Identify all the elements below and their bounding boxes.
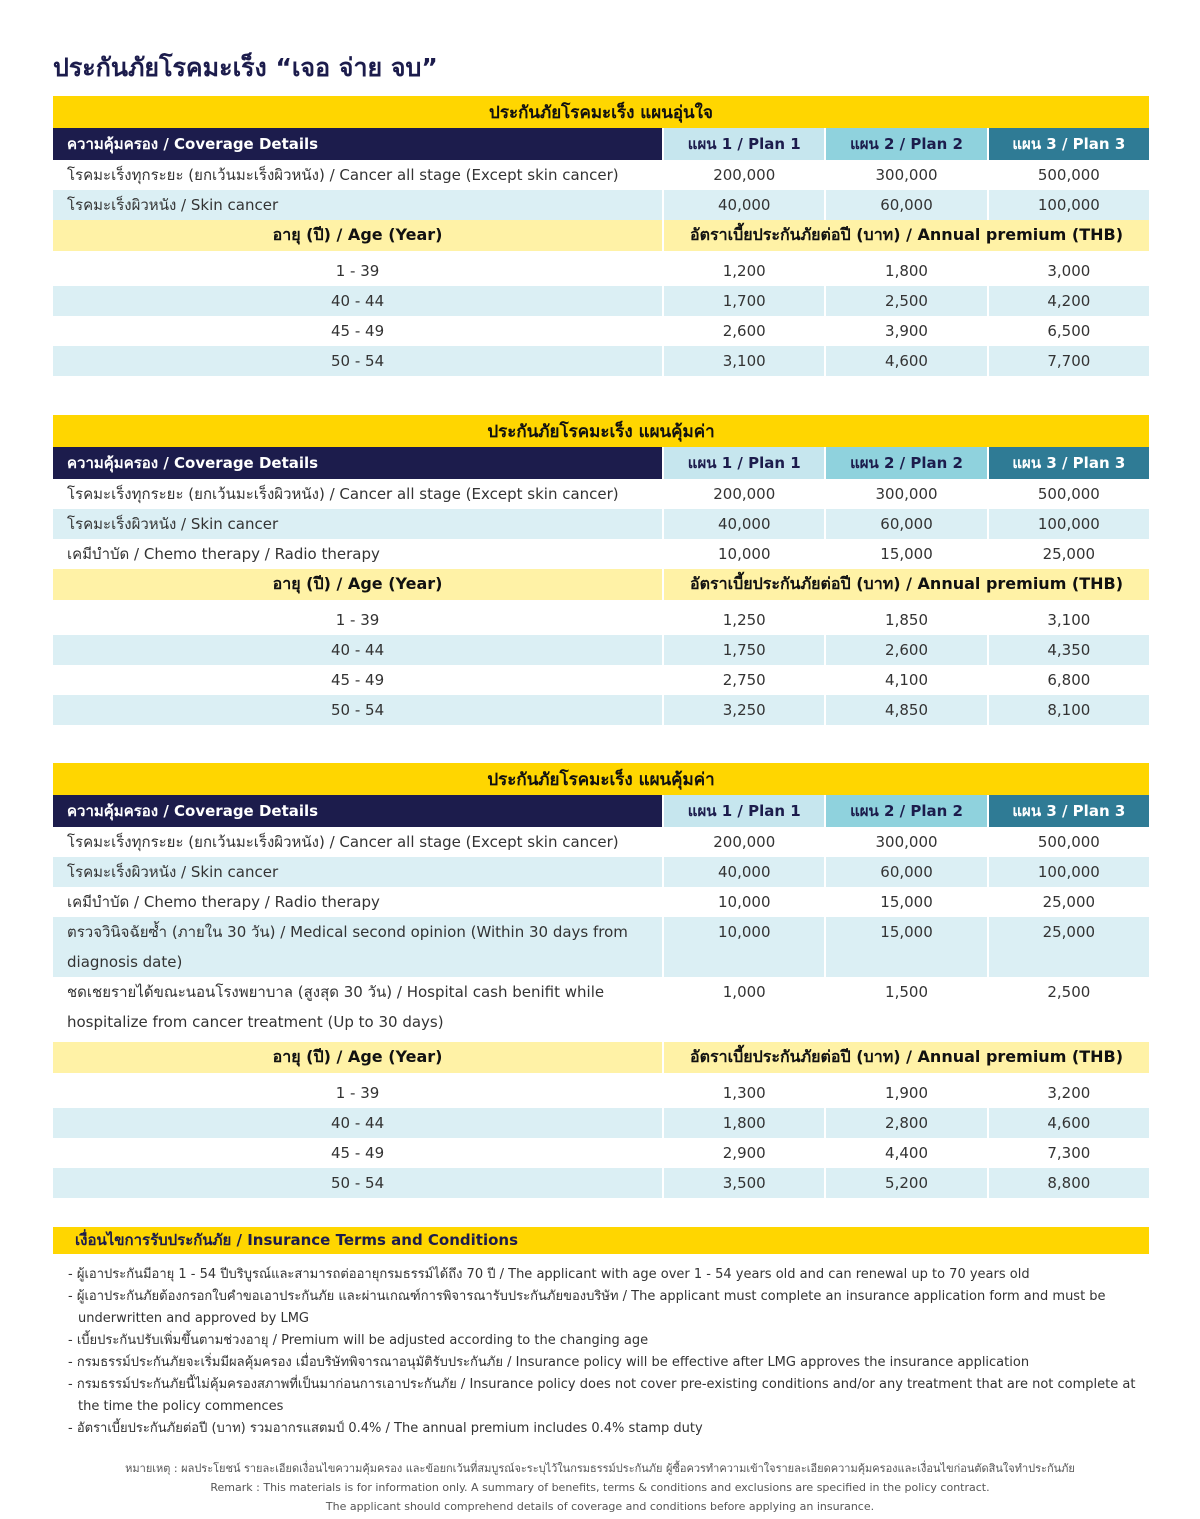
age-range: 50 - 54 <box>53 695 662 725</box>
plan3-header: แผน 3 / Plan 3 <box>987 447 1149 479</box>
plan1-value: 40,000 <box>662 190 824 220</box>
terms-item: - เบี้ยประกันปรับเพิ่มขึ้นตามช่วงอายุ / Premium will be adjusted according to the changing age <box>68 1333 649 1348</box>
coverage-label: โรคมะเร็งทุกระยะ (ยกเว้นมะเร็งผิวหนัง) / Cancer all stage (Except skin cancer) <box>67 485 619 503</box>
plan3-value: 25,000 <box>987 539 1149 569</box>
terms-item: - กรมธรรม์ประกันภัยจะเริ่มมีผลคุ้มครอง เมื่อบริษัทพิจารณาอนุมัติรับประกันภัย / Insurance policy will be effective after LMG approves the insurance application <box>68 1355 1030 1370</box>
plan1-premium: 2,600 <box>662 316 824 346</box>
plan1-value: 200,000 <box>662 827 824 857</box>
plan3-value: 500,000 <box>987 479 1149 509</box>
age-header: อายุ (ปี) / Age (Year) <box>53 220 662 251</box>
plan3-premium: 3,000 <box>987 256 1149 286</box>
premium-row <box>53 256 1149 286</box>
coverage-row <box>53 827 1149 857</box>
premium-header: อัตราเบี้ยประกันภัยต่อปี (บาท) / Annual premium (THB) <box>662 220 1149 251</box>
plan3-premium: 6,800 <box>987 665 1149 695</box>
coverage-row <box>53 917 1149 977</box>
plan3-premium: 7,300 <box>987 1138 1149 1168</box>
plan1-premium: 1,200 <box>662 256 824 286</box>
plan2-premium: 2,600 <box>824 635 986 665</box>
plan1-value: 200,000 <box>662 479 824 509</box>
plan2-value: 60,000 <box>824 857 986 887</box>
table-title: ประกันภัยโรคมะเร็ง แผนคุ้มค่า <box>53 415 1149 447</box>
plan2-premium: 3,900 <box>824 316 986 346</box>
table-title: ประกันภัยโรคมะเร็ง แผนอุ่นใจ <box>53 96 1149 128</box>
premium-row <box>53 635 1149 665</box>
plan3-value: 500,000 <box>987 827 1149 857</box>
plan1-premium: 1,800 <box>662 1108 824 1138</box>
coverage-row <box>53 539 1149 569</box>
terms-list <box>68 1264 1158 1440</box>
premium-header: อัตราเบี้ยประกันภัยต่อปี (บาท) / Annual premium (THB) <box>662 1042 1149 1073</box>
plan-table-2 <box>53 415 1149 725</box>
plan1-premium: 1,300 <box>662 1078 824 1108</box>
plan2-premium: 4,400 <box>824 1138 986 1168</box>
terms-title: เงื่อนไขการรับประกันภัย / Insurance Terms and Conditions <box>53 1227 1149 1254</box>
coverage-label: เคมีบำบัด / Chemo therapy / Radio therapy <box>67 545 380 563</box>
premium-header: อัตราเบี้ยประกันภัยต่อปี (บาท) / Annual premium (THB) <box>662 569 1149 600</box>
terms-item: - ผู้เอาประกันภัยต้องกรอกใบคำขอเอาประกันภัย และผ่านเกณฑ์การพิจารณารับประกันภัยของบริษัท / The applicant must complete an insurance application form and must be underwritten and approved by LMG <box>68 1289 1106 1326</box>
plan2-premium: 1,850 <box>824 605 986 635</box>
page-title: ประกันภัยโรคมะเร็ง “เจอ จ่าย จบ” <box>53 53 438 82</box>
terms-item: - กรมธรรม์ประกันภัยนี้ไม่คุ้มครองสภาพที่เป็นมาก่อนการเอาประกันภัย / Insurance policy does not cover pre-existing conditions and/or any treatment that are not complete at the time the policy commences <box>68 1377 1136 1414</box>
plan2-value: 60,000 <box>824 509 986 539</box>
age-range: 50 - 54 <box>53 346 662 376</box>
plan1-premium: 2,750 <box>662 665 824 695</box>
plan2-premium: 4,100 <box>824 665 986 695</box>
plan1-value: 40,000 <box>662 857 824 887</box>
coverage-row <box>53 887 1149 917</box>
plan3-value: 2,500 <box>987 977 1149 1037</box>
plan3-value: 100,000 <box>987 509 1149 539</box>
coverage-row <box>53 190 1149 220</box>
plan3-premium: 3,200 <box>987 1078 1149 1108</box>
plan3-premium: 6,500 <box>987 316 1149 346</box>
plan3-value: 100,000 <box>987 190 1149 220</box>
plan1-header: แผน 1 / Plan 1 <box>662 128 824 160</box>
age-range: 50 - 54 <box>53 1168 662 1198</box>
plan3-header: แผน 3 / Plan 3 <box>987 795 1149 827</box>
plan3-premium: 4,200 <box>987 286 1149 316</box>
remark-line: หมายเหตุ : ผลประโยชน์ รายละเอียดเงื่อนไขความคุ้มครอง และข้อยกเว้นที่สมบูรณ์จะระบุไว้ในกรมธรรม์ประกันภัย ผู้ซื้อควรทำความเข้าใจรายละเอียดความคุ้มครองและเงื่อนไขก่อนตัดสินใจทำประกันภัย <box>125 1462 1075 1475</box>
plan2-value: 300,000 <box>824 827 986 857</box>
plan1-header: แผน 1 / Plan 1 <box>662 795 824 827</box>
coverage-header: ความคุ้มครอง / Coverage Details <box>53 128 662 160</box>
premium-row <box>53 605 1149 635</box>
coverage-header: ความคุ้มครอง / Coverage Details <box>53 447 662 479</box>
premium-row <box>53 346 1149 376</box>
coverage-label: ตรวจวินิจฉัยซ้ำ (ภายใน 30 วัน) / Medical second opinion (Within 30 days from diagnosis date) <box>53 917 662 977</box>
plan3-value: 25,000 <box>987 887 1149 917</box>
plan2-value: 300,000 <box>824 479 986 509</box>
plan1-value: 1,000 <box>662 977 824 1037</box>
terms-item: - ผู้เอาประกันมีอายุ 1 - 54 ปีบริบูรณ์และสามารถต่ออายุกรมธรรม์ได้ถึง 70 ปี / The applicant with age over 1 - 54 years old and can renewal up to 70 years old <box>68 1267 1030 1282</box>
premium-row <box>53 1168 1149 1198</box>
plan3-value: 100,000 <box>987 857 1149 887</box>
coverage-label: เคมีบำบัด / Chemo therapy / Radio therapy <box>67 893 380 911</box>
plan3-premium: 8,800 <box>987 1168 1149 1198</box>
premium-row <box>53 1108 1149 1138</box>
premium-row <box>53 695 1149 725</box>
plan2-header: แผน 2 / Plan 2 <box>824 795 986 827</box>
age-range: 40 - 44 <box>53 286 662 316</box>
plan1-value: 10,000 <box>662 887 824 917</box>
plan2-premium: 1,900 <box>824 1078 986 1108</box>
plan2-premium: 4,600 <box>824 346 986 376</box>
plan3-premium: 4,350 <box>987 635 1149 665</box>
coverage-label: โรคมะเร็งทุกระยะ (ยกเว้นมะเร็งผิวหนัง) / Cancer all stage (Except skin cancer) <box>67 166 619 184</box>
plan2-value: 60,000 <box>824 190 986 220</box>
coverage-row <box>53 857 1149 887</box>
coverage-row <box>53 160 1149 190</box>
remarks <box>60 1459 1140 1516</box>
plan2-premium: 2,800 <box>824 1108 986 1138</box>
plan3-premium: 3,100 <box>987 605 1149 635</box>
remark-line: Remark : This materials is for information only. A summary of benefits, terms & conditions and exclusions are specified in the policy contract. <box>210 1481 990 1494</box>
plan2-premium: 2,500 <box>824 286 986 316</box>
plan2-value: 15,000 <box>824 539 986 569</box>
plan1-premium: 3,500 <box>662 1168 824 1198</box>
table-title: ประกันภัยโรคมะเร็ง แผนคุ้มค่า <box>53 763 1149 795</box>
plan1-premium: 3,100 <box>662 346 824 376</box>
premium-row <box>53 665 1149 695</box>
age-range: 45 - 49 <box>330 671 385 689</box>
premium-row <box>53 316 1149 346</box>
age-range: 45 - 49 <box>330 322 385 340</box>
coverage-label: โรคมะเร็งผิวหนัง / Skin cancer <box>53 857 662 887</box>
plan3-header: แผน 3 / Plan 3 <box>987 128 1149 160</box>
age-header: อายุ (ปี) / Age (Year) <box>53 569 662 600</box>
terms-item: - อัตราเบี้ยประกันภัยต่อปี (บาท) รวมอากรแสตมป์ 0.4% / The annual premium includes 0.4% stamp duty <box>68 1421 703 1436</box>
premium-row <box>53 286 1149 316</box>
age-header: อายุ (ปี) / Age (Year) <box>53 1042 662 1073</box>
plan3-premium: 7,700 <box>987 346 1149 376</box>
plan1-value: 40,000 <box>662 509 824 539</box>
coverage-label: ชดเชยรายได้ขณะนอนโรงพยาบาล (สูงสุด 30 วัน) / Hospital cash benifit while hospitalize from cancer treatment (Up to 30 days) <box>67 983 605 1031</box>
plan2-header: แผน 2 / Plan 2 <box>824 128 986 160</box>
plan1-header: แผน 1 / Plan 1 <box>662 447 824 479</box>
plan3-value: 500,000 <box>987 160 1149 190</box>
plan1-premium: 1,250 <box>662 605 824 635</box>
plan-table-3 <box>53 763 1149 1198</box>
plan1-premium: 2,900 <box>662 1138 824 1168</box>
plan2-value: 1,500 <box>824 977 986 1037</box>
plan3-premium: 8,100 <box>987 695 1149 725</box>
plan2-value: 15,000 <box>824 887 986 917</box>
plan-table-1 <box>53 96 1149 376</box>
plan3-premium: 4,600 <box>987 1108 1149 1138</box>
plan2-header: แผน 2 / Plan 2 <box>824 447 986 479</box>
plan2-value: 300,000 <box>824 160 986 190</box>
age-range: 45 - 49 <box>330 1144 385 1162</box>
coverage-label: โรคมะเร็งทุกระยะ (ยกเว้นมะเร็งผิวหนัง) / Cancer all stage (Except skin cancer) <box>67 833 619 851</box>
age-range: 1 - 39 <box>335 1084 380 1102</box>
plan1-premium: 1,750 <box>662 635 824 665</box>
coverage-row <box>53 509 1149 539</box>
plan2-premium: 5,200 <box>824 1168 986 1198</box>
age-range: 40 - 44 <box>53 635 662 665</box>
plan1-premium: 3,250 <box>662 695 824 725</box>
plan2-premium: 4,850 <box>824 695 986 725</box>
plan1-value: 10,000 <box>662 917 824 977</box>
plan3-value: 25,000 <box>987 917 1149 977</box>
plan2-premium: 1,800 <box>824 256 986 286</box>
premium-row <box>53 1138 1149 1168</box>
coverage-row <box>53 977 1149 1037</box>
plan1-premium: 1,700 <box>662 286 824 316</box>
coverage-row <box>53 479 1149 509</box>
plan1-value: 200,000 <box>662 160 824 190</box>
coverage-label: โรคมะเร็งผิวหนัง / Skin cancer <box>53 190 662 220</box>
plan1-value: 10,000 <box>662 539 824 569</box>
plan2-value: 15,000 <box>824 917 986 977</box>
remark-line: The applicant should comprehend details of coverage and conditions before applying an insurance. <box>325 1500 875 1513</box>
age-range: 40 - 44 <box>53 1108 662 1138</box>
premium-row <box>53 1078 1149 1108</box>
age-range: 1 - 39 <box>335 262 380 280</box>
coverage-label: โรคมะเร็งผิวหนัง / Skin cancer <box>53 509 662 539</box>
coverage-header: ความคุ้มครอง / Coverage Details <box>53 795 662 827</box>
age-range: 1 - 39 <box>335 611 380 629</box>
